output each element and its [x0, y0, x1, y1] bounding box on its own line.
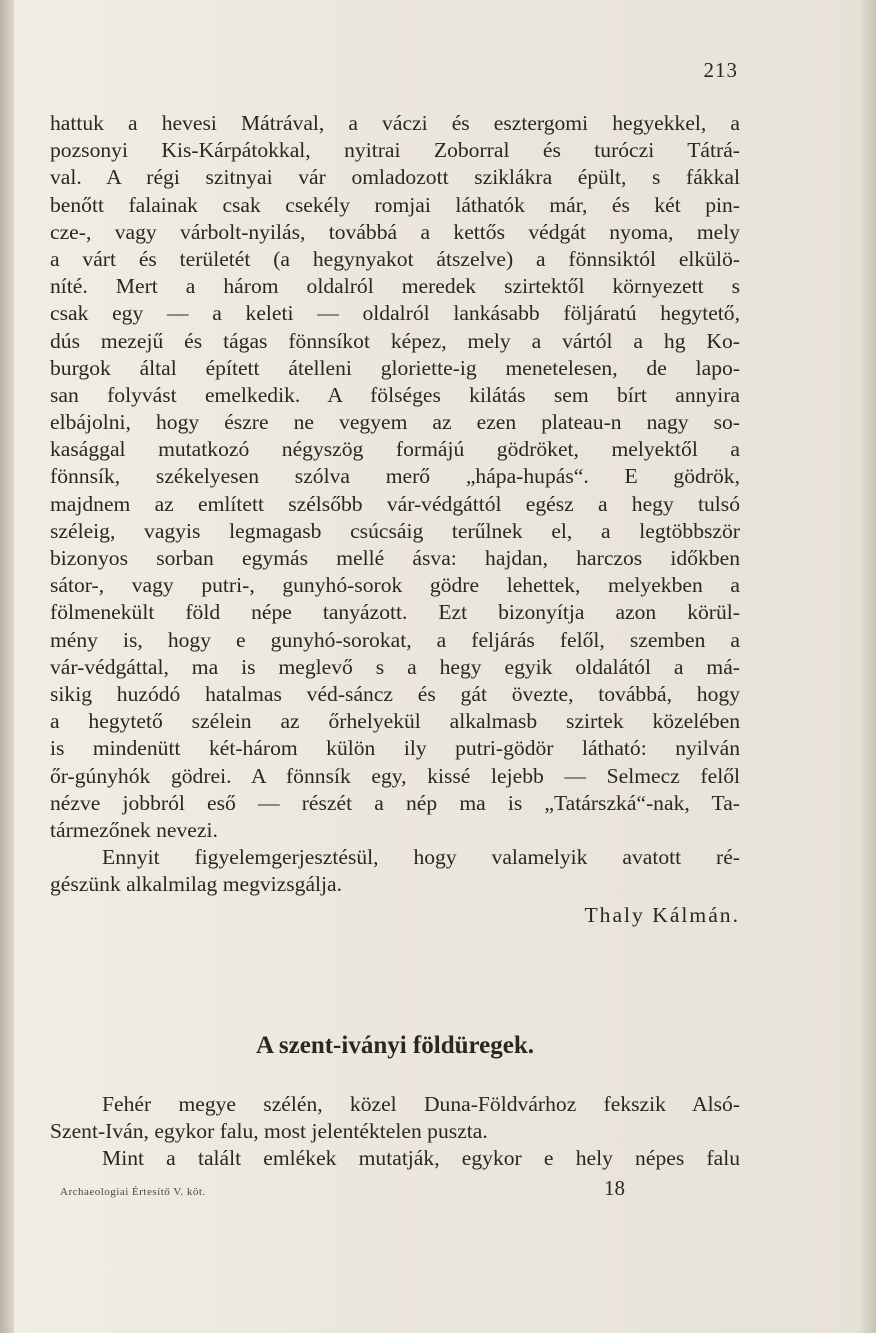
article-line: tármezőnek nevezi. [50, 817, 218, 842]
signature-mark: 18 [604, 1176, 625, 1200]
article-line: őr-gúnyhók gödrei. A fönnsík egy, kissé lejebb — Selmecz felől [50, 763, 740, 788]
article-line: kasággal mutatkozó négyszög formájú gödröket, melyektől a [50, 437, 740, 462]
article-line: csak egy — a keleti — oldalról lankásabb följáratú hegytető, [50, 301, 740, 326]
article-line: sátor-, vagy putri-, gunyhó-sorok gödre lehettek, melyekben a [50, 573, 740, 598]
article-line: vár-védgáttal, ma is meglevő s a hegy egyik oldalától a má- [50, 654, 740, 679]
journal-footer: Archaeologiai Értesítő V. köt. [60, 1186, 206, 1198]
article-line: dús mezejű és tágas fönnsíkot képez, mely a vártól a hg Ko- [50, 328, 740, 353]
article-line: sikig huzódó hatalmas véd-sáncz és gát övezte, továbbá, hogy [50, 681, 740, 706]
article-line: hattuk a hevesi Mátrával, a váczi és esztergomi hegyekkel, a [50, 111, 740, 135]
article-line: mény is, hogy e gunyhó-sorokat, a feljárás felől, szemben a [50, 627, 740, 652]
article-line: val. A régi szitnyai vár omladozott sziklákra épült, s fákkal [50, 165, 740, 190]
article-line: elbájolni, hogy észre ne vegyem az ezen plateau-n nagy so- [50, 410, 740, 435]
article-line: fölmenekült föld népe tanyázott. Ezt bizonyítja azon körül- [50, 600, 740, 625]
article-line: san folyvást emelkedik. A fölséges kilátás sem bírt annyira [50, 382, 740, 407]
section-title: A szent-iványi földüregek. [255, 1032, 534, 1059]
article-line: is mindenütt két-három külön ily putri-gödör látható: nyilván [50, 736, 740, 761]
article-line: níté. Mert a három oldalról meredek szirtektől környezett s [50, 274, 740, 299]
page-left-edge [0, 0, 14, 1333]
article-line: bizonyos sorban egymás mellé ásva: hajdan, harczos időkben [50, 546, 740, 570]
page-number: 213 [703, 58, 738, 82]
article-line: majdnem az említett szélsőbb vár-védgáttól egész a hegy tulsó [50, 491, 740, 516]
article-line: Ennyit figyelemgerjesztésül, hogy valamelyik avatott ré- [102, 845, 740, 870]
article-line: benőtt falainak csak csekély romjai láthatók már, és két pin- [50, 192, 740, 217]
article-line: fönnsík, székelyesen szólva merő „hápa-hupás“. E gödrök, [50, 464, 740, 489]
article-body [50, 110, 740, 930]
section-line: Mint a talált emlékek mutatják, egykor e hely népes falu [102, 1146, 740, 1171]
article-line: a hegytető szélein az őrhelyekül alkalmasb szirtek közelében [50, 709, 740, 734]
section-body [50, 1091, 740, 1173]
section-line: Szent-Iván, egykor falu, most jelentéktelen puszta. [50, 1119, 488, 1144]
article-line: széleig, vagyis legmagasb csúcsáig terűlnek el, a legtöbbször [50, 518, 740, 543]
page-right-edge [860, 0, 876, 1333]
section-line: Fehér megye szélén, közel Duna-Földvárhoz fekszik Alsó- [102, 1092, 740, 1116]
article-line: pozsonyi Kis-Kárpátokkal, nyitrai Zoborral és turóczi Tátrá- [50, 138, 740, 163]
article-line: gészünk alkalmilag megvizsgálja. [50, 872, 343, 897]
article-line: nézve jobbról eső — részét a nép ma is „Tatárszká“-nak, Ta- [50, 790, 740, 815]
article-line: cze-, vagy várbolt-nyilás, továbbá a kettős védgát nyoma, mely [50, 219, 740, 244]
article-line: a várt és területét (a hegynyakot átszelve) a fönnsiktól elkülö- [50, 246, 740, 271]
article-line: burgok által épített átelleni gloriette-ig menetelesen, de lapo- [50, 355, 740, 380]
author-signature: Thaly Kálmán. [584, 903, 740, 928]
